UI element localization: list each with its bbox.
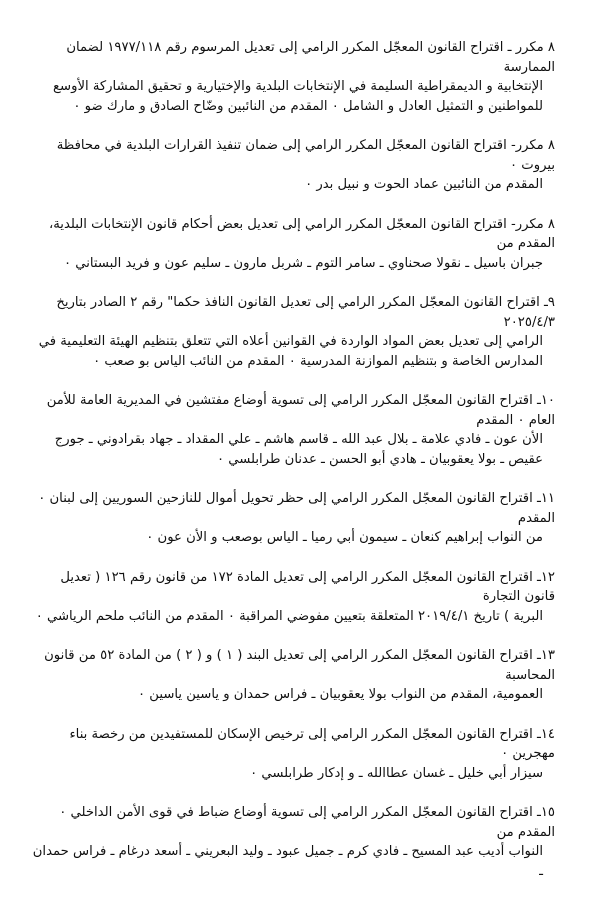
agenda-item-9 — [30, 293, 555, 371]
item-body: المقدم من النائبين عماد الحوت و نبيل بدر ٠ — [305, 177, 543, 192]
agenda-item-8c — [30, 215, 555, 274]
item-body: من النواب إبراهيم كنعان ـ سيمون أبي رميا ـ الياس بوصعب و الأن عون ٠ — [146, 530, 543, 545]
item-body: البرية ) تاريخ ٢٠١٩/٤/١ المتعلقة بتعيين مفوضي المراقبة ٠ المقدم من النائب ملحم الرياشي ٠ — [35, 608, 543, 624]
item-heading: ٨ مكرر ـ اقتراح القانون المعجّل المكرر الرامي إلى تعديل المرسوم رقم ١٩٧٧/١١٨ لضمان الممارسة — [66, 40, 555, 75]
item-body: سيزار أبي خليل ـ غسان عطاالله ـ و إدكار طرابلسي ٠ — [250, 765, 543, 781]
item-body: العمومية، المقدم من النواب بولا يعقوبيان ـ فراس حمدان و ياسين ياسين ٠ — [138, 687, 543, 702]
item-heading: ٨ مكرر- اقتراح القانون المعجّل المكرر الرامي إلى تعديل بعض أحكام قانون الإنتخابات البلدية، المقدم من — [48, 216, 555, 251]
item-heading: ١٥ـ اقتراح القانون المعجّل المكرر الرامي إلى تسوية أوضاع ضباط في قوى الأمن الداخلي ٠ المقدم من — [59, 805, 555, 840]
agenda-item-13 — [30, 646, 555, 705]
agenda-item-14 — [30, 725, 555, 784]
agenda-item-15 — [30, 803, 555, 881]
agenda-item-11 — [30, 489, 555, 548]
item-body: الرامي إلى تعديل بعض المواد الواردة في القوانين أعلاه التي تتعلق بتنظيم الهيئة التعليمية في المدارس الخاصة و بتنظيم الموازنة المدرسية ٠ المقدم من النائب الياس بو صعب ٠ — [38, 334, 543, 369]
item-body: النواب أديب عبد المسيح ـ فادي كرم ـ جميل عبود ـ وليد البعريني ـ أسعد درغام ـ فراس حمدان ـ — [32, 844, 543, 879]
item-body: الأن عون ـ فادي علامة ـ بلال عبد الله ـ قاسم هاشم ـ علي المقداد ـ جهاد بقرادوني ـ جورج عقيص ـ بولا يعقوبيان ـ هادي أبو الحسن ـ عدنان طرابلسي ٠ — [54, 432, 543, 467]
agenda-item-8a — [30, 38, 555, 116]
item-body: الإنتخابية و الديمقراطية السليمة في الإنتخابات البلدية والإختيارية و تحقيق المشاركة الأوسع للمواطنين و التمثيل العادل و الشامل ٠ المقدم من النائبين وضّاح الصادق و مارك ضو ٠ — [53, 79, 543, 114]
item-heading: ١٢ـ اقتراح القانون المعجّل المكرر الرامي إلى تعديل المادة ١٧٢ من قانون رقم ١٢٦ ( تعديل قانون التجارة — [60, 569, 555, 604]
item-heading: ١٠ـ اقتراح القانون المعجّل المكرر الرامي إلى تسوية أوضاع مفتشين في المديرية العامة للأمن العام ٠ المقدم — [46, 393, 555, 428]
item-heading: ١٤ـ اقتراح القانون المعجّل المكرر الرامي إلى ترخيص الإسكان للمستفيدين من رخصة بناء مهجرين ٠ — [69, 726, 555, 761]
agenda-item-8b — [30, 136, 555, 195]
item-heading: ٨ مكرر- اقتراح القانون المعجّل المكرر الرامي إلى ضمان تنفيذ القرارات البلدية في محافظة بيروت ٠ — [56, 138, 555, 173]
item-body: جبران باسيل ـ نقولا صحناوي ـ سامر التوم ـ شربل مارون ـ سليم عون و فريد البستاني ٠ — [63, 255, 543, 271]
item-heading: ٩ـ اقتراح القانون المعجّل المكرر الرامي إلى تعديل القانون النافذ حكما" رقم ٢ الصادر بتاريخ ٢٠٢٥/٤/٣ — [56, 295, 555, 330]
item-heading: ١٣ـ اقتراح القانون المعجّل المكرر الرامي إلى تعديل البند ( ١ ) و ( ٢ ) من المادة ٥٢ من قانون المحاسبة — [44, 648, 555, 683]
document-body — [30, 38, 555, 901]
agenda-item-12 — [30, 568, 555, 627]
item-heading: ١١ـ اقتراح القانون المعجّل المكرر الرامي إلى حظر تحويل أموال للنازحين السوريين إلى لبنان ٠ المقدم — [38, 491, 555, 526]
agenda-item-10 — [30, 391, 555, 469]
